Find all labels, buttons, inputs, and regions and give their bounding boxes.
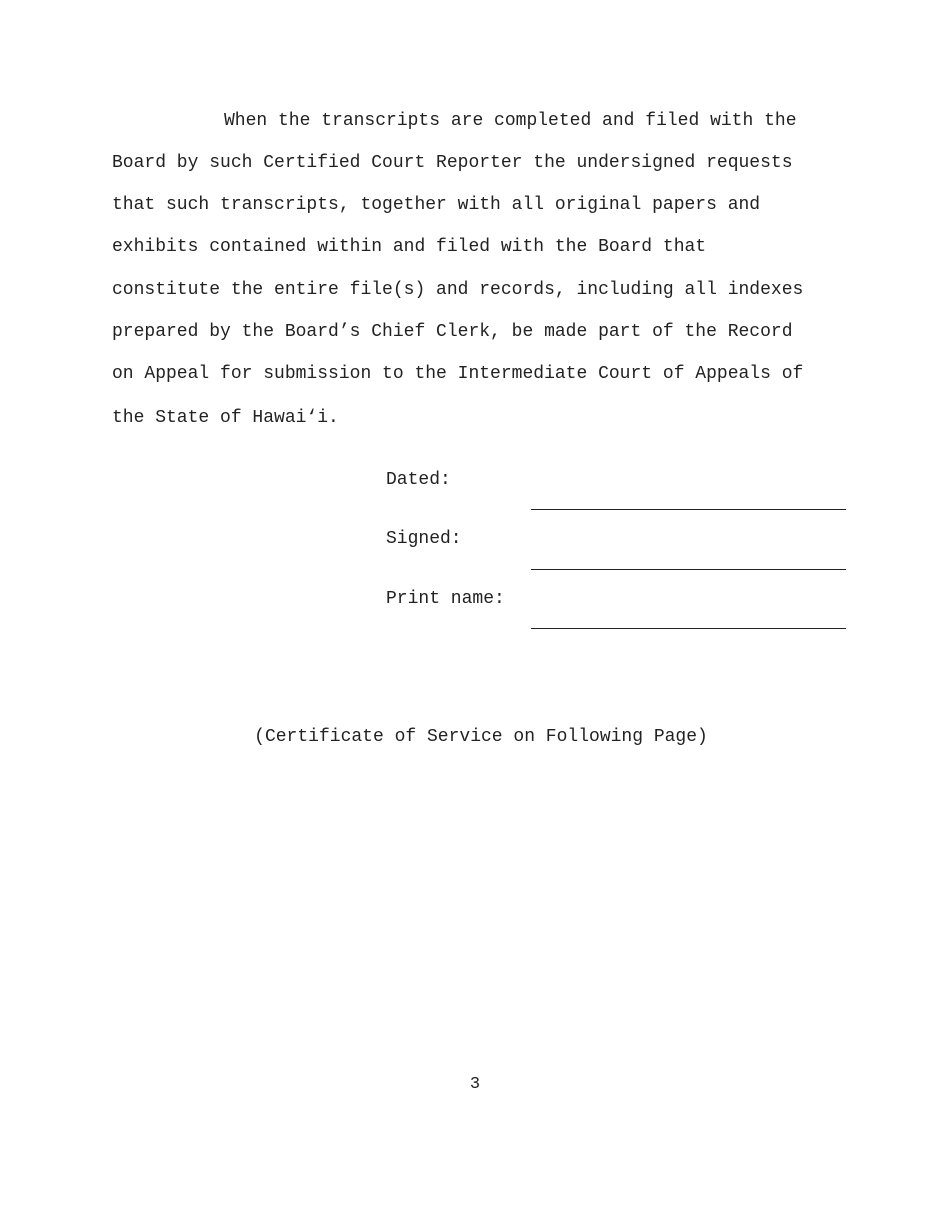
paragraph-line-1: When the transcripts are completed and filed with the: [224, 111, 797, 131]
dated-signature-line[interactable]: [531, 509, 846, 510]
paragraph-line-7: on Appeal for submission to the Intermediate Court of Appeals of: [112, 364, 804, 384]
print-name-signature-line[interactable]: [531, 628, 846, 629]
signed-label: Signed:: [386, 529, 462, 549]
paragraph-line-6: prepared by the Board’s Chief Clerk, be made part of the Record: [112, 322, 793, 342]
continuation-note: (Certificate of Service on Following Page): [254, 727, 708, 747]
page-number: 3: [469, 1075, 481, 1094]
paragraph-line-4: exhibits contained within and filed with the Board that: [112, 237, 707, 257]
print-name-label: Print name:: [386, 589, 505, 609]
paragraph-line-2: Board by such Certified Court Reporter the undersigned requests: [112, 153, 793, 173]
dated-label: Dated:: [386, 470, 451, 490]
paragraph-line-3: that such transcripts, together with all original papers and: [112, 195, 761, 215]
paragraph-line-8: the State of Hawai‘i.: [112, 408, 339, 428]
signed-signature-line[interactable]: [531, 569, 846, 570]
paragraph-line-5: constitute the entire file(s) and records, including all indexes: [112, 280, 804, 300]
